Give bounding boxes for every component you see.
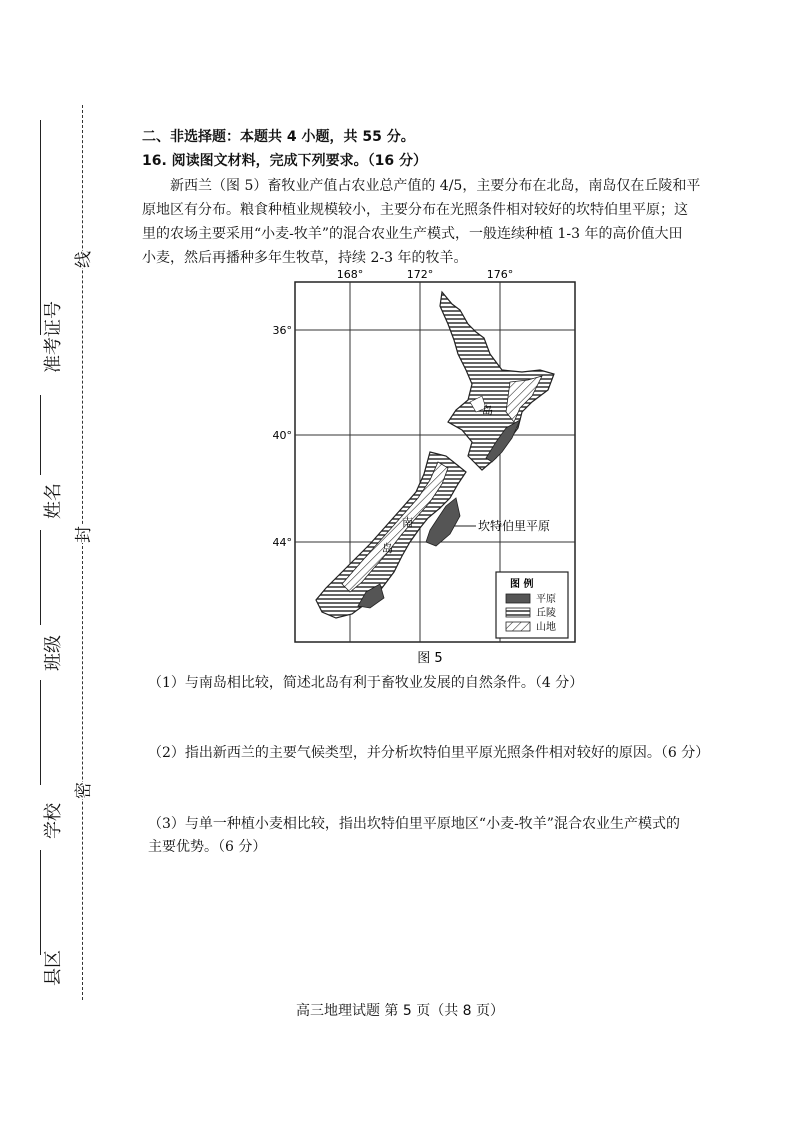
subquestion-3: （3）与单一种植小麦相比较，指出坎特伯里平原地区“小麦-牧羊”混合农业生产模式的 xyxy=(148,816,680,832)
seal-mark-xian: 线 xyxy=(67,251,96,268)
seal-mark-feng: 封 xyxy=(67,526,96,543)
new-zealand-map xyxy=(270,262,590,672)
island-label-north: 岛 xyxy=(482,404,493,417)
island-label-south-2: 岛 xyxy=(382,542,393,555)
paragraph-line: 新西兰（图 5）畜牧业产值占农业总产值的 4/5，主要分布在北岛，南岛仅在丘陵和平 xyxy=(170,178,701,194)
lat-label: 36° xyxy=(272,324,292,337)
island-label-south-1: 南 xyxy=(402,516,413,529)
lat-label: 44° xyxy=(272,536,292,549)
seal-dashed-line xyxy=(82,105,83,1000)
legend-swatch-plain xyxy=(506,594,530,603)
legend-label: 丘陵 xyxy=(536,608,556,619)
legend-label: 山地 xyxy=(536,622,556,633)
figure-caption: 图 5 xyxy=(417,651,443,666)
lon-label: 176° xyxy=(486,268,514,281)
seal-mark-mi: 密 xyxy=(67,782,96,799)
class-label: 班级 xyxy=(43,635,64,671)
name-label: 姓名 xyxy=(43,483,64,519)
field-line xyxy=(40,395,41,475)
canterbury-plain-label: 坎特伯里平原 xyxy=(478,519,551,533)
field-line xyxy=(40,530,41,625)
school-label: 学校 xyxy=(43,803,64,839)
subquestion-3-cont: 主要优势。（6 分） xyxy=(148,839,267,855)
legend-label: 平原 xyxy=(536,594,556,605)
section-title: 二、非选择题：本题共 4 小题，共 55 分。 xyxy=(142,129,415,145)
legend-swatch-mountain xyxy=(506,622,530,631)
paragraph-line: 原地区有分布。粮食种植业规模较小，主要分布在光照条件相对较好的坎特伯里平原；这 xyxy=(142,202,688,218)
field-line xyxy=(40,120,41,335)
paragraph-line: 小麦，然后再播种多年生牧草，持续 2-3 年的牧羊。 xyxy=(142,250,468,266)
field-line xyxy=(40,680,41,785)
page-footer: 高三地理试题 第 5 页（共 8 页） xyxy=(295,1003,505,1019)
lon-label: 168° xyxy=(336,268,364,281)
legend-swatch-hill xyxy=(506,608,530,617)
legend-title: 图 例 xyxy=(510,579,534,590)
paragraph-line: 里的农场主要采用“小麦-牧羊”的混合农业生产模式，一般连续种植 1-3 年的高价值大田 xyxy=(142,226,683,242)
exam-id-label: 准考证号 xyxy=(43,301,64,373)
lat-label: 40° xyxy=(272,429,292,442)
subquestion-1: （1）与南岛相比较，简述北岛有利于畜牧业发展的自然条件。（4 分） xyxy=(148,675,584,691)
lon-label: 172° xyxy=(406,268,434,281)
county-label: 县区 xyxy=(43,950,64,986)
map-legend xyxy=(496,572,568,638)
question-heading: 16. 阅读图文材料，完成下列要求。（16 分） xyxy=(142,153,428,169)
subquestion-2: （2）指出新西兰的主要气候类型，并分析坎特伯里平原光照条件相对较好的原因。（6 分） xyxy=(148,745,710,761)
